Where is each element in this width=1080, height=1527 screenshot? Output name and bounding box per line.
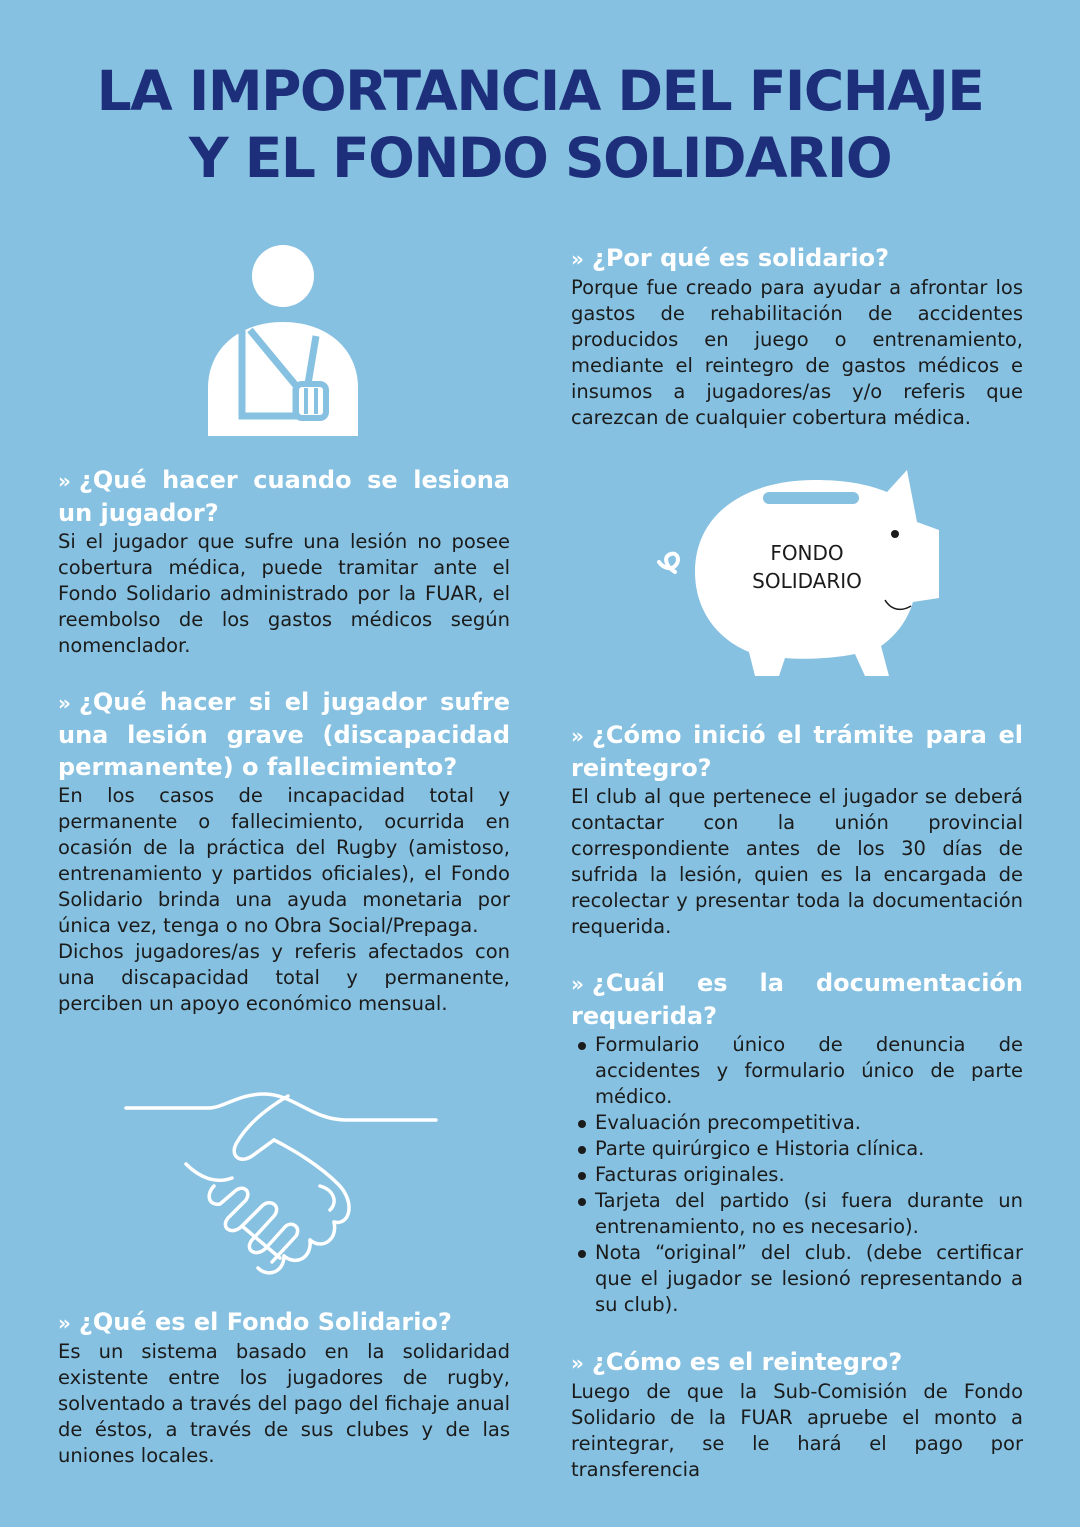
heading-como-inicio <box>571 719 1023 784</box>
section-por-que <box>571 242 1023 431</box>
section-que-es <box>58 1306 510 1469</box>
arrow-icon: » <box>571 1351 584 1375</box>
arrow-icon: » <box>58 691 71 715</box>
heading-que-es-text: ¿Qué es el Fondo Solidario? <box>78 1308 452 1336</box>
arrow-icon: » <box>58 469 71 493</box>
body-como-inicio: El club al que pertenece el jugador se deberá contactar con la unión provincial correspondiente antes de los 30 días de sufrida la lesión, quien es la encargada de recolectar y presentar toda la documentación requerida. <box>571 785 1023 938</box>
heading-documentacion-text: ¿Cuál es la documentación requerida? <box>571 969 1023 1030</box>
arrow-icon: » <box>571 972 584 996</box>
arrow-icon: » <box>571 247 584 271</box>
heading-grave <box>58 686 510 783</box>
heading-por-que <box>571 242 1023 275</box>
title-line-2: Y EL FONDO SOLIDARIO <box>188 126 892 190</box>
heading-por-que-text: ¿Por qué es solidario? <box>591 244 890 272</box>
heading-reintegro-text: ¿Cómo es el reintegro? <box>591 1348 903 1376</box>
section-grave <box>58 686 510 1017</box>
body-lesiona: Si el jugador que sufre una lesión no posee cobertura médica, puede tramitar ante el Fondo Solidario administrado por la FUAR, el reembolso de los gastos médicos según nomenclador. <box>58 530 510 657</box>
section-lesiona <box>58 464 510 659</box>
piggy-label-line-1: FONDO <box>770 541 844 565</box>
body-reintegro: Luego de que la Sub-Comisión de Fondo Solidario de la FUAR apruebe el monto a reintegrar, se le hará el pago por transferencia <box>571 1380 1023 1481</box>
piggy-label-line-2: SOLIDARIO <box>752 569 862 593</box>
list-item: Formulario único de denuncia de accidentes y formulario único de parte médico. <box>571 1032 1023 1110</box>
body-por-que: Porque fue creado para ayudar a afrontar los gastos de rehabilitación de accidentes producidos en juego o entrenamiento, mediante el reintegro de gastos médicos e insumos a jugadores/as y/o referis que carezcan de cualquier cobertura médica. <box>571 276 1023 429</box>
section-documentacion <box>571 967 1023 1318</box>
title-line-1: LA IMPORTANCIA DEL FICHAJE <box>96 59 984 123</box>
page-title <box>0 58 1080 192</box>
list-item: Evaluación precompetitiva. <box>571 1110 1023 1136</box>
heading-lesiona <box>58 464 510 529</box>
injured-player-icon <box>200 238 365 440</box>
heading-grave-text: ¿Qué hacer si el jugador sufre una lesión grave (discapacidad permanente) o fallecimiento? <box>58 688 510 781</box>
arrow-icon: » <box>571 724 584 748</box>
heading-reintegro <box>571 1346 1023 1379</box>
arrow-icon: » <box>58 1311 71 1335</box>
heading-documentacion <box>571 967 1023 1032</box>
list-item: Tarjeta del partido (si fuera durante un entrenamiento, no es necesario). <box>571 1188 1023 1240</box>
heading-lesiona-text: ¿Qué hacer cuando se lesiona un jugador? <box>58 466 510 527</box>
heading-que-es <box>58 1306 510 1339</box>
handshake-icon <box>124 1090 438 1280</box>
list-item: Parte quirúrgico e Historia clínica. <box>571 1136 1023 1162</box>
section-como-inicio <box>571 719 1023 940</box>
body-que-es: Es un sistema basado en la solidaridad existente entre los jugadores de rugby, solventado a través del pago del fichaje anual de éstos, a través de sus clubes y de las uniones locales. <box>58 1340 510 1467</box>
body-grave-paragraph-2: Dichos jugadores/as y referis afectados con una discapacidad total y permanente, perciben un apoyo económico mensual. <box>58 940 510 1015</box>
heading-como-inicio-text: ¿Cómo inició el trámite para el reintegro? <box>571 721 1023 782</box>
piggy-bank-icon <box>655 462 950 682</box>
body-grave-paragraph-1: En los casos de incapacidad total y permanente o fallecimiento, ocurrida en ocasión de la práctica del Rugby (amistoso, entrenamiento y partidos oficiales), el Fondo Solidario brinda una ayuda monetaria por única vez, tenga o no Obra Social/Prepaga. <box>58 784 510 937</box>
body-grave <box>58 783 510 1017</box>
list-item: Facturas originales. <box>571 1162 1023 1188</box>
documentation-list <box>571 1032 1023 1318</box>
list-item: Nota “original” del club. (debe certificar que el jugador se lesionó representando a su club). <box>571 1240 1023 1318</box>
section-reintegro <box>571 1346 1023 1483</box>
